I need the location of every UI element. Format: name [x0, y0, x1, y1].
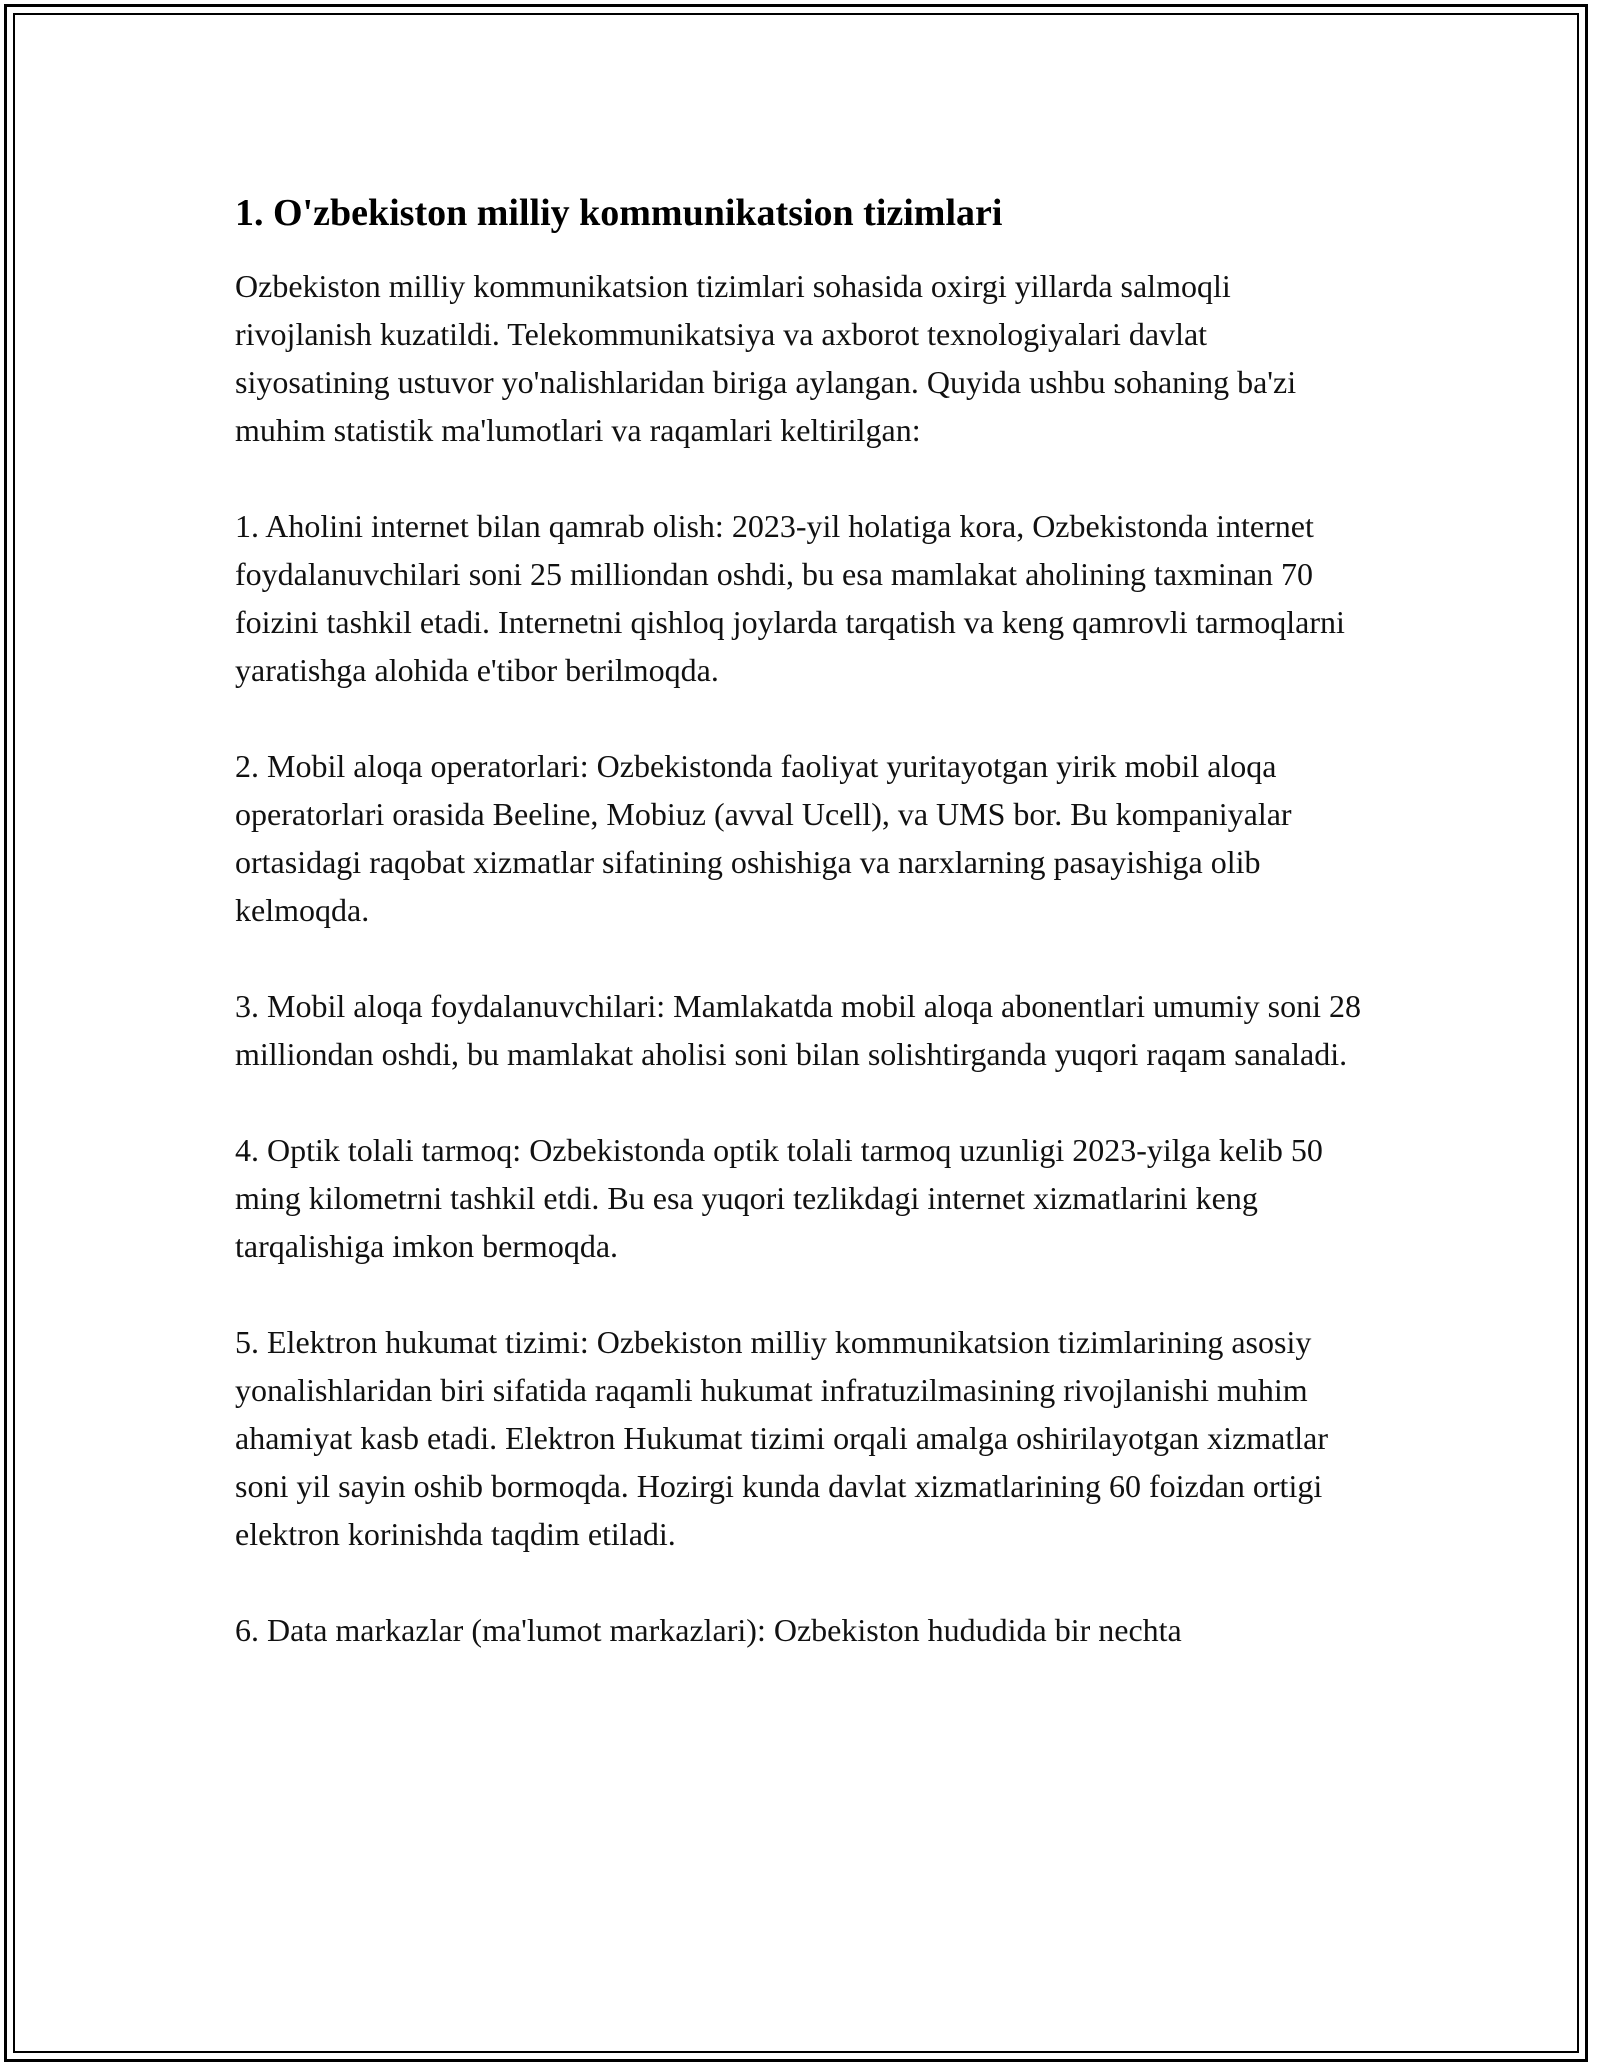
intro-paragraph: Ozbekiston milliy kommunikatsion tizimlari sohasida oxirgi yillarda salmoqli rivojlanish kuzatildi. Telekommunikatsiya va axborot texnologiyalari davlat siyosatining ustuvor yo'nalishlaridan biriga aylangan. Quyida ushbu sohaning ba'zi muhim statistik ma'lumotlari va raqamlari keltirilgan:: [235, 268, 1297, 448]
item-data-centers: 6. Data markazlar (ma'lumot markazlari): Ozbekiston hududida bir nechta: [235, 1612, 1182, 1648]
document-body: [235, 188, 1365, 1702]
item-internet-coverage: 1. Aholini internet bilan qamrab olish: 2023-yil holatiga kora, Ozbekistonda internet foydalanuvchilari soni 25 milliondan oshdi, bu esa mamlakat aholining taxminan 70 foizini tashkil etadi. Internetni qishloq joylarda tarqatish va keng qamrovli tarmoqlarni yaratishga alohida e'tibor berilmoqda.: [235, 508, 1345, 688]
item-mobile-users: 3. Mobil aloqa foydalanuvchilari: Mamlakatda mobil aloqa abonentlari umumiy soni 28 milliondan oshdi, bu mamlakat aholisi soni bilan solishtirganda yuqori raqam sanaladi.: [235, 988, 1361, 1072]
item-fiber-network: 4. Optik tolali tarmoq: Ozbekistonda optik tolali tarmoq uzunligi 2023-yilga kelib 50 ming kilometrni tashkil etdi. Bu esa yuqori tezlikdagi internet xizmatlarini keng tarqalishiga imkon bermoqda.: [235, 1132, 1323, 1264]
item-e-government: 5. Elektron hukumat tizimi: Ozbekiston milliy kommunikatsion tizimlarining asosiy yonalishlaridan biri sifatida raqamli hukumat infratuzilmasining rivojlanishi muhim ahamiyat kasb etadi. Elektron Hukumat tizimi orqali amalga oshirilayotgan xizmatlar soni yil sayin oshib bormoqda. Hozirgi kunda davlat xizmatlarining 60 foizdan ortigi elektron korinishda taqdim etiladi.: [235, 1324, 1328, 1552]
page-title: 1. O'zbekiston milliy kommunikatsion tizimlari: [235, 192, 1003, 234]
item-mobile-operators: 2. Mobil aloqa operatorlari: Ozbekistonda faoliyat yuritayotgan yirik mobil aloqa operatorlari orasida Beeline, Mobiuz (avval Ucell), va UMS bor. Bu kompaniyalar ortasidagi raqobat xizmatlar sifatining oshishiga va narxlarning pasayishiga olib kelmoqda.: [235, 748, 1292, 928]
